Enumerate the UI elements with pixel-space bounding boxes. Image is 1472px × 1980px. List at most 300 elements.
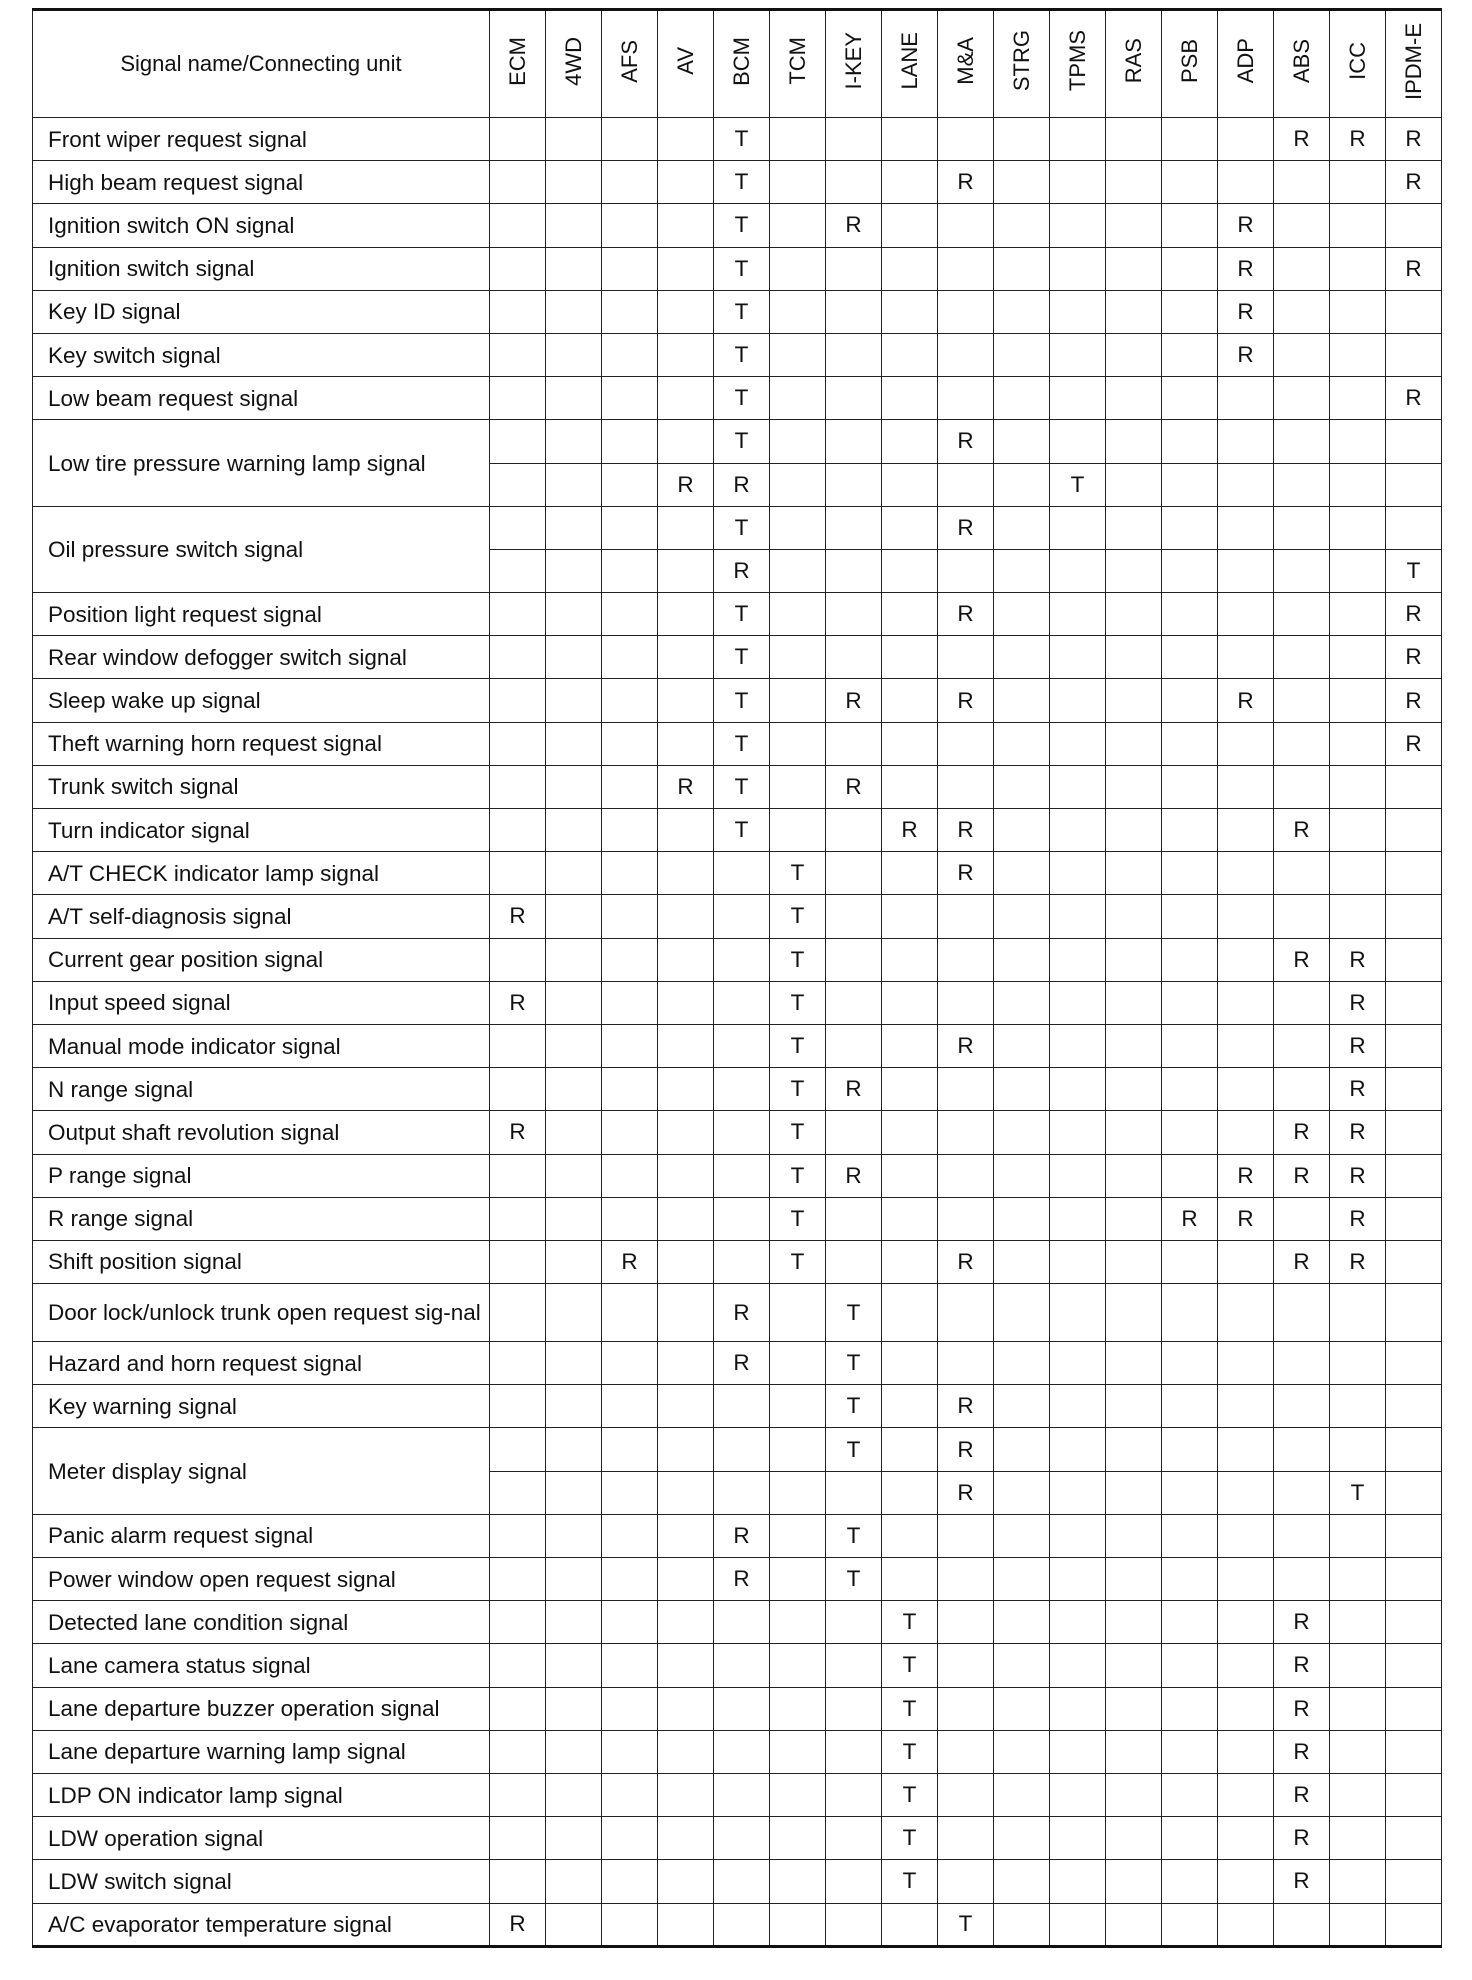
signal-cell (1162, 1773, 1218, 1816)
signal-cell (994, 1111, 1050, 1154)
signal-cell (1162, 852, 1218, 895)
signal-cell (770, 420, 826, 463)
signal-cell: R (1274, 1687, 1330, 1730)
signal-cell (546, 506, 602, 549)
signal-cell (882, 1197, 938, 1240)
signal-cell: R (1274, 1111, 1330, 1154)
signal-cell (658, 1240, 714, 1283)
signal-cell (490, 377, 546, 420)
signal-cell (1274, 1903, 1330, 1946)
table-row (33, 852, 1442, 895)
signal-cell (882, 247, 938, 290)
signal-cell (602, 852, 658, 895)
signal-cell (1050, 1154, 1106, 1197)
signal-cell (1050, 204, 1106, 247)
signal-cell: R (1386, 722, 1442, 765)
signal-cell (770, 1558, 826, 1601)
signal-cell (994, 377, 1050, 420)
signal-cell (546, 204, 602, 247)
signal-cell (714, 1197, 770, 1240)
signal-cell (1274, 463, 1330, 506)
signal-cell (714, 1773, 770, 1816)
signal-cell (1106, 1024, 1162, 1067)
signal-cell: T (714, 722, 770, 765)
signal-cell (938, 1154, 994, 1197)
signal-cell (658, 247, 714, 290)
signal-cell (882, 1111, 938, 1154)
signal-cell (1050, 1860, 1106, 1903)
signal-cell (770, 247, 826, 290)
signal-cell (658, 593, 714, 636)
unit-header-lane (882, 10, 938, 118)
signal-cell (1218, 1024, 1274, 1067)
signal-cell: T (826, 1342, 882, 1385)
table-row (33, 938, 1442, 981)
signal-cell (1330, 1903, 1386, 1946)
signal-cell (490, 1385, 546, 1428)
signal-cell (770, 765, 826, 808)
signal-cell (490, 247, 546, 290)
table-row (33, 1558, 1442, 1601)
signal-cell (546, 636, 602, 679)
signal-cell: R (1386, 118, 1442, 161)
signal-cell (1050, 809, 1106, 852)
signal-cell (1050, 1240, 1106, 1283)
table-row (33, 809, 1442, 852)
signal-cell (602, 1817, 658, 1860)
table-row (33, 981, 1442, 1024)
signal-cell (546, 377, 602, 420)
table-row (33, 377, 1442, 420)
signal-cell (882, 895, 938, 938)
signal-cell: R (714, 1342, 770, 1385)
signal-cell (658, 1601, 714, 1644)
signal-cell (1050, 981, 1106, 1024)
signal-cell (490, 809, 546, 852)
signal-cell (490, 1240, 546, 1283)
signal-cell (546, 1817, 602, 1860)
signal-cell (770, 809, 826, 852)
signal-cell (1162, 118, 1218, 161)
signal-cell (1386, 1154, 1442, 1197)
signal-cell (546, 118, 602, 161)
signal-cell (826, 809, 882, 852)
signal-cell (658, 1471, 714, 1514)
signal-cell (546, 722, 602, 765)
signal-cell (546, 809, 602, 852)
signal-cell (882, 1068, 938, 1111)
signal-cell (1274, 420, 1330, 463)
signal-cell (602, 809, 658, 852)
signal-cell (658, 1024, 714, 1067)
signal-cell (826, 1197, 882, 1240)
signal-cell (1162, 290, 1218, 333)
signal-cell (546, 1197, 602, 1240)
signal-cell (1218, 1903, 1274, 1946)
signal-cell (1274, 895, 1330, 938)
signal-cell (490, 1428, 546, 1471)
signal-cell (546, 895, 602, 938)
signal-cell: R (1218, 333, 1274, 376)
signal-cell: R (1330, 981, 1386, 1024)
signal-name: Theft warning horn request signal (33, 722, 490, 765)
signal-name: Input speed signal (33, 981, 490, 1024)
signal-cell (994, 1773, 1050, 1816)
signal-cell (1162, 549, 1218, 592)
signal-cell (490, 506, 546, 549)
signal-cell (994, 636, 1050, 679)
signal-cell (1050, 1644, 1106, 1687)
signal-cell: T (770, 1068, 826, 1111)
signal-cell: R (938, 593, 994, 636)
signal-cell (658, 118, 714, 161)
signal-name: P range signal (33, 1154, 490, 1197)
signal-cell: R (658, 463, 714, 506)
signal-cell (1106, 549, 1162, 592)
signal-cell (1162, 1024, 1218, 1067)
signal-cell (770, 290, 826, 333)
signal-cell (1274, 1197, 1330, 1240)
signal-cell (1106, 333, 1162, 376)
unit-header-label: IPDM-E (1400, 22, 1426, 100)
signal-cell: T (826, 1514, 882, 1557)
signal-cell (714, 1154, 770, 1197)
signal-cell (994, 118, 1050, 161)
signal-cell (1050, 636, 1106, 679)
signal-cell (882, 1903, 938, 1946)
signal-cell (658, 636, 714, 679)
signal-cell (1274, 377, 1330, 420)
table-row (33, 1903, 1442, 1946)
signal-cell (1162, 1342, 1218, 1385)
signal-cell: R (1274, 1240, 1330, 1283)
signal-cell (658, 1342, 714, 1385)
signal-cell (602, 1644, 658, 1687)
signal-cell: T (1050, 463, 1106, 506)
signal-cell (658, 809, 714, 852)
signal-cell (1218, 1558, 1274, 1601)
unit-header-adp (1218, 10, 1274, 118)
signal-cell (1386, 1558, 1442, 1601)
signal-cell (490, 1601, 546, 1644)
signal-cell (546, 1601, 602, 1644)
signal-cell (490, 1687, 546, 1730)
signal-cell (1330, 809, 1386, 852)
signal-cell: T (714, 333, 770, 376)
signal-cell: R (938, 679, 994, 722)
signal-cell: T (826, 1385, 882, 1428)
signal-cell (1386, 1068, 1442, 1111)
signal-name: Current gear position signal (33, 938, 490, 981)
signal-cell (490, 722, 546, 765)
signal-cell (994, 1342, 1050, 1385)
signal-cell (1386, 290, 1442, 333)
signal-cell (1050, 1428, 1106, 1471)
table-row (33, 1860, 1442, 1903)
signal-cell (602, 506, 658, 549)
signal-name: A/C evaporator temperature signal (33, 1903, 490, 1946)
signal-name: Position light request signal (33, 593, 490, 636)
signal-cell (770, 593, 826, 636)
signal-cell (1050, 1068, 1106, 1111)
signal-cell (1386, 1860, 1442, 1903)
signal-cell (490, 938, 546, 981)
signal-cell (770, 1687, 826, 1730)
signal-cell (826, 1111, 882, 1154)
table-row (33, 593, 1442, 636)
signal-name: Lane departure buzzer operation signal (33, 1687, 490, 1730)
signal-cell (1386, 765, 1442, 808)
signal-cell (602, 765, 658, 808)
signal-cell (602, 1068, 658, 1111)
signal-cell (602, 1903, 658, 1946)
signal-cell (658, 938, 714, 981)
signal-cell (770, 204, 826, 247)
signal-cell (1106, 1342, 1162, 1385)
signal-name: LDP ON indicator lamp signal (33, 1773, 490, 1816)
signal-cell (826, 1024, 882, 1067)
signal-cell (770, 377, 826, 420)
signal-cell (770, 1284, 826, 1342)
signal-cell (658, 1111, 714, 1154)
signal-cell: T (770, 938, 826, 981)
signal-cell (1050, 290, 1106, 333)
signal-cell: R (826, 204, 882, 247)
signal-cell (1162, 1860, 1218, 1903)
signal-cell (714, 1601, 770, 1644)
signal-cell: T (882, 1687, 938, 1730)
signal-cell (994, 981, 1050, 1024)
signal-cell (882, 118, 938, 161)
signal-cell (938, 1111, 994, 1154)
signal-cell (1218, 1471, 1274, 1514)
signal-cell (938, 1068, 994, 1111)
signal-cell (602, 118, 658, 161)
signal-cell (770, 636, 826, 679)
signal-cell (882, 161, 938, 204)
signal-cell (1218, 1514, 1274, 1557)
table-row (33, 636, 1442, 679)
signal-cell: R (1218, 247, 1274, 290)
table-row (33, 1644, 1442, 1687)
signal-cell (1106, 938, 1162, 981)
signal-name: Lane camera status signal (33, 1644, 490, 1687)
signal-cell (490, 1773, 546, 1816)
signal-cell: T (770, 1111, 826, 1154)
signal-cell (1106, 420, 1162, 463)
signal-cell (994, 1024, 1050, 1067)
signal-cell (1218, 852, 1274, 895)
signal-cell (1162, 1428, 1218, 1471)
signal-cell (714, 1111, 770, 1154)
unit-header-i-key (826, 10, 882, 118)
signal-cell (1274, 506, 1330, 549)
signal-cell (1162, 895, 1218, 938)
signal-cell: R (938, 852, 994, 895)
signal-cell (1106, 1197, 1162, 1240)
signal-cell (1330, 1773, 1386, 1816)
signal-cell (546, 1154, 602, 1197)
signal-cell: R (1386, 247, 1442, 290)
signal-cell (1050, 333, 1106, 376)
signal-cell (994, 1284, 1050, 1342)
signal-cell (1274, 549, 1330, 592)
signal-cell (994, 1385, 1050, 1428)
signal-cell (938, 765, 994, 808)
signal-cell (1218, 1284, 1274, 1342)
signal-cell (1386, 1111, 1442, 1154)
signal-cell (546, 1111, 602, 1154)
signal-cell (994, 1601, 1050, 1644)
signal-cell: R (882, 809, 938, 852)
signal-cell (938, 333, 994, 376)
table-row (33, 161, 1442, 204)
signal-cell (1050, 161, 1106, 204)
signal-cell (546, 1284, 602, 1342)
signal-cell: T (714, 679, 770, 722)
signal-cell (1106, 1514, 1162, 1557)
signal-cell (1050, 420, 1106, 463)
signal-cell (1274, 679, 1330, 722)
table-row (33, 1068, 1442, 1111)
unit-header-label: AFS (616, 39, 642, 83)
signal-cell (1330, 204, 1386, 247)
signal-cell (658, 722, 714, 765)
unit-header-label: RAS (1120, 38, 1146, 84)
signal-cell (1274, 1385, 1330, 1428)
signal-cell (1162, 636, 1218, 679)
signal-cell (1106, 636, 1162, 679)
signal-cell (938, 463, 994, 506)
signal-cell: T (714, 420, 770, 463)
signal-cell (1162, 938, 1218, 981)
signal-cell (490, 1860, 546, 1903)
signal-cell: R (1218, 1197, 1274, 1240)
signal-cell (882, 1428, 938, 1471)
signal-cell (994, 1514, 1050, 1557)
signal-cell (994, 1730, 1050, 1773)
signal-cell: R (1218, 204, 1274, 247)
signal-cell (546, 161, 602, 204)
signal-cell (994, 679, 1050, 722)
signal-cell (1162, 1558, 1218, 1601)
signal-cell (658, 852, 714, 895)
signal-cell (994, 549, 1050, 592)
signal-cell: R (1218, 290, 1274, 333)
signal-cell (1106, 852, 1162, 895)
signal-cell (994, 809, 1050, 852)
signal-cell (658, 1154, 714, 1197)
table-row (33, 1730, 1442, 1773)
signal-name: Rear window defogger switch signal (33, 636, 490, 679)
signal-cell (714, 1428, 770, 1471)
signal-cell (938, 722, 994, 765)
signal-cell (826, 1240, 882, 1283)
signal-cell (1050, 1514, 1106, 1557)
signal-cell (714, 938, 770, 981)
signal-cell (1218, 506, 1274, 549)
table-row (33, 1024, 1442, 1067)
signal-cell (490, 1342, 546, 1385)
signal-cell (602, 1601, 658, 1644)
signal-cell (1386, 1428, 1442, 1471)
signal-cell (658, 679, 714, 722)
signal-cell (826, 247, 882, 290)
signal-cell (770, 1514, 826, 1557)
signal-cell (1386, 938, 1442, 981)
signal-cell (1050, 1284, 1106, 1342)
signal-cell: R (1274, 938, 1330, 981)
signal-cell: R (658, 765, 714, 808)
unit-header-afs (602, 10, 658, 118)
signal-cell (1218, 377, 1274, 420)
signal-cell (826, 722, 882, 765)
signal-cell (1050, 852, 1106, 895)
signal-cell (994, 1428, 1050, 1471)
table-row (33, 290, 1442, 333)
signal-cell (1162, 1644, 1218, 1687)
signal-cell (602, 1558, 658, 1601)
signal-cell (490, 1817, 546, 1860)
signal-cell (938, 1197, 994, 1240)
signal-cell (1274, 161, 1330, 204)
signal-cell (770, 333, 826, 376)
signal-cell (994, 1903, 1050, 1946)
signal-cell (1218, 1773, 1274, 1816)
signal-cell (938, 1730, 994, 1773)
signal-cell (490, 118, 546, 161)
signal-cell (1106, 1428, 1162, 1471)
signal-cell (1162, 593, 1218, 636)
signal-cell (1162, 1687, 1218, 1730)
signal-cell (770, 679, 826, 722)
signal-cell (602, 1385, 658, 1428)
signal-cell (1218, 161, 1274, 204)
signal-name: Power window open request signal (33, 1558, 490, 1601)
signal-name: Detected lane condition signal (33, 1601, 490, 1644)
signal-cell (658, 549, 714, 592)
signal-cell (1330, 1514, 1386, 1557)
signal-cell (882, 636, 938, 679)
signal-cell (826, 463, 882, 506)
signal-cell (1386, 1240, 1442, 1283)
signal-cell (658, 161, 714, 204)
table-row (33, 1601, 1442, 1644)
table-row (33, 1111, 1442, 1154)
signal-cell: R (490, 981, 546, 1024)
signal-cell (770, 161, 826, 204)
signal-cell (770, 506, 826, 549)
signal-cell (1106, 204, 1162, 247)
signal-cell: R (1274, 1817, 1330, 1860)
signal-cell: R (602, 1240, 658, 1283)
table-row (33, 204, 1442, 247)
signal-cell (1274, 636, 1330, 679)
signal-cell (994, 290, 1050, 333)
signal-cell (938, 247, 994, 290)
signal-cell (1386, 1197, 1442, 1240)
signal-cell (1162, 1817, 1218, 1860)
signal-cell (602, 247, 658, 290)
signal-cell (546, 1687, 602, 1730)
signal-cell (1218, 549, 1274, 592)
signal-cell (1106, 1860, 1162, 1903)
table-row (33, 679, 1442, 722)
signal-cell (546, 1558, 602, 1601)
signal-cell (1106, 765, 1162, 808)
signal-cell (1050, 722, 1106, 765)
signal-cell (938, 118, 994, 161)
